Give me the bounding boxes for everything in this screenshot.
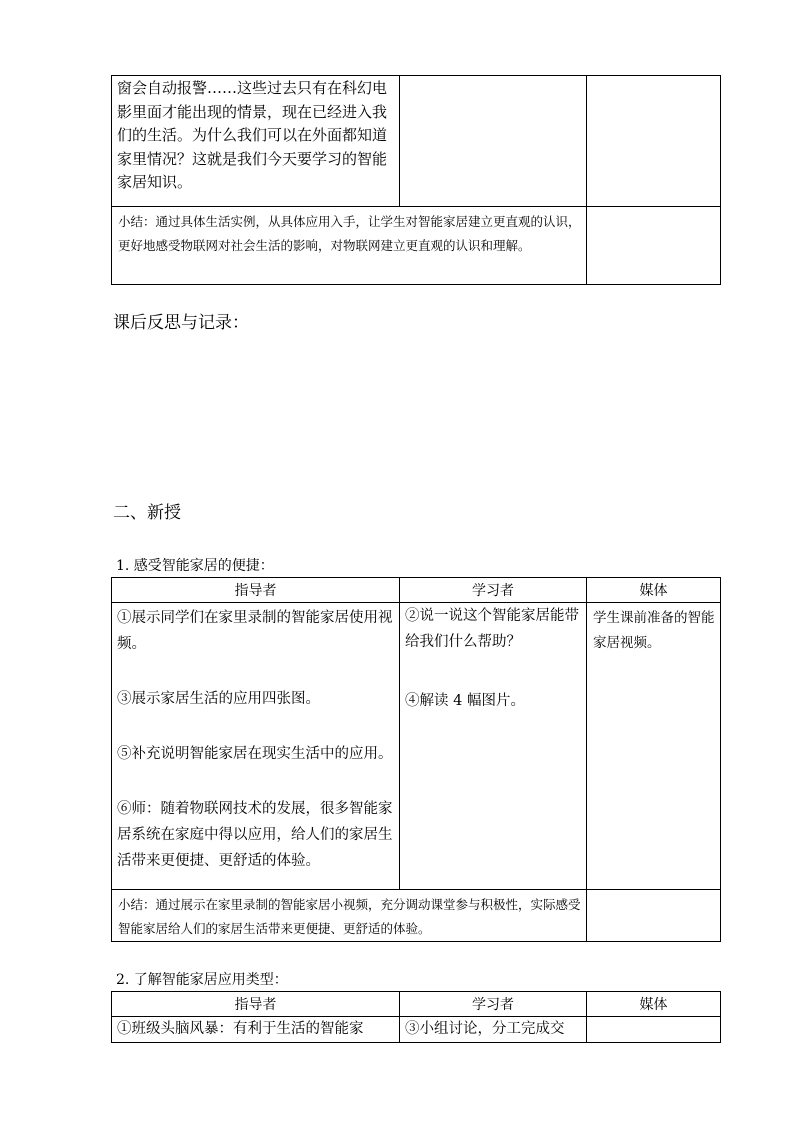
guide-para-4: ⑥师：随着物联网技术的发展，很多智能家居系统在家庭中得以应用，给人们的家居生活带来更便捷、更舒适的体验。 bbox=[117, 801, 393, 869]
header-learner: 学习者 bbox=[400, 578, 587, 603]
table-header-row bbox=[112, 578, 721, 603]
summary-cell bbox=[112, 890, 587, 942]
header-guide: 指导者 bbox=[112, 578, 400, 603]
guide-cell bbox=[112, 76, 400, 207]
header-guide: 指导者 bbox=[112, 992, 400, 1017]
subsection-2-title: 2. 了解智能家居应用类型： bbox=[116, 972, 288, 988]
header-learner: 学习者 bbox=[400, 992, 587, 1017]
media-cell bbox=[587, 603, 721, 890]
table-row bbox=[112, 76, 721, 207]
learner-para-2: ④解读 4 幅图片。 bbox=[405, 693, 525, 709]
guide-para-1: ①展示同学们在家里录制的智能家居使用视频。 bbox=[117, 610, 393, 652]
summary-cell bbox=[112, 207, 587, 285]
learner-cell bbox=[400, 1017, 587, 1043]
guide-text: ①班级头脑风暴：有利于生活的智能家 bbox=[117, 1021, 364, 1037]
media-cell bbox=[587, 1017, 721, 1043]
learner-para-1: ②说一说这个智能家居能带给我们什么帮助？ bbox=[405, 608, 579, 650]
guide-para-2: ③展示家居生活的应用四张图。 bbox=[117, 691, 320, 707]
summary-row bbox=[112, 890, 721, 942]
lesson-table-2 bbox=[111, 991, 721, 1043]
table-row bbox=[112, 1017, 721, 1043]
header-media: 媒体 bbox=[587, 578, 721, 603]
media-text bbox=[587, 1017, 720, 1019]
summary-row bbox=[112, 207, 721, 285]
table-header-row bbox=[112, 992, 721, 1017]
learner-text: ③小组讨论，分工完成交 bbox=[405, 1021, 565, 1037]
summary-text: 小结：通过具体生活实例，从具体应用入手，让学生对智能家居建立更直观的认识，更好地感受物联网对社会生活的影响，对物联网建立更直观的认识和理解。 bbox=[118, 214, 581, 253]
lesson-table-top bbox=[111, 75, 721, 285]
subsection-1-title: 1. 感受智能家居的便捷： bbox=[116, 558, 274, 574]
reflection-heading: 课后反思与记录： bbox=[113, 313, 249, 333]
guide-text: 窗会自动报警……这些过去只有在科幻电影里面才能出现的情景，现在已经进入我们的生活。为什么我们可以在外面都知道家里情况？这就是我们今天要学习的智能家居知识。 bbox=[117, 79, 388, 191]
summary-text: 小结：通过展示在家里录制的智能家居小视频，充分调动课堂参与积极性，实际感受智能家居给人们的家居生活带来更便捷、更舒适的体验。 bbox=[118, 897, 581, 936]
guide-cell bbox=[112, 1017, 400, 1043]
guide-para-3: ⑤补充说明智能家居在现实生活中的应用。 bbox=[117, 746, 393, 762]
lesson-table-1 bbox=[111, 577, 721, 942]
media-cell bbox=[587, 76, 721, 207]
header-media: 媒体 bbox=[587, 992, 721, 1017]
summary-media-cell bbox=[587, 207, 721, 285]
media-text: 学生课前准备的智能家居视频。 bbox=[593, 610, 715, 651]
guide-cell bbox=[112, 603, 400, 890]
learner-text bbox=[400, 76, 586, 78]
learner-cell bbox=[400, 603, 587, 890]
section-heading: 二、新授 bbox=[113, 503, 181, 523]
table-row bbox=[112, 603, 721, 890]
media-text bbox=[587, 76, 720, 78]
summary-media-cell bbox=[587, 890, 721, 942]
learner-cell bbox=[400, 76, 587, 207]
